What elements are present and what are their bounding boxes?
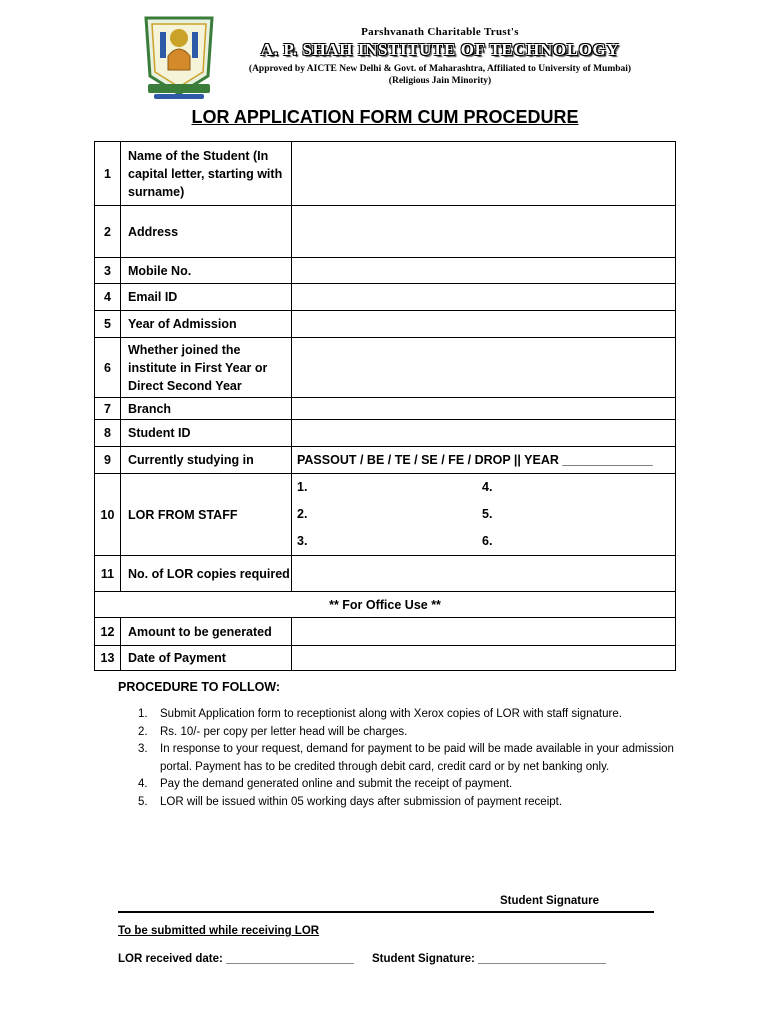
trust-name: Parshvanath Charitable Trust's [361,26,519,38]
row-number: 2 [95,206,121,258]
branch-field[interactable] [292,398,676,420]
field-label: Address [121,206,292,258]
lor-received-date-field[interactable]: LOR received date: ____________________ [118,953,354,965]
studying-in-field[interactable]: PASSOUT / BE / TE / SE / FE / DROP || YEAR _____________ [292,447,676,474]
form-row-payment-date [95,646,676,671]
row-number: 6 [95,338,121,398]
lor-staff-field[interactable] [292,474,676,556]
row-number: 13 [95,646,121,671]
student-name-field[interactable] [292,142,676,206]
form-row-lor-staff [95,474,676,556]
field-label: Student ID [121,420,292,447]
submit-note: To be submitted while receiving LOR [118,925,320,937]
field-label: Amount to be generated [121,618,292,646]
joined-field[interactable] [292,338,676,398]
step-text: Rs. 10/- per copy per letter head will be charges. [160,725,408,738]
field-label: Date of Payment [121,646,292,671]
office-use-row [95,592,676,618]
lor-slot[interactable]: 5. [482,507,493,521]
row-number: 7 [95,398,121,420]
amount-field[interactable] [292,618,676,646]
form-row-amount [95,618,676,646]
admission-year-field[interactable] [292,311,676,338]
lor-slot[interactable]: 2. [297,507,308,521]
email-field[interactable] [292,284,676,311]
address-field[interactable] [292,206,676,258]
approval-note: (Approved by AICTE New Delhi & Govt. of Maharashtra, Affiliated to University of Mumbai) [248,64,632,74]
row-number: 9 [95,447,121,474]
field-label: Mobile No. [121,258,292,284]
step-number: 3. [138,743,148,755]
procedure-list [118,706,690,811]
lor-copies-field[interactable] [292,556,676,592]
form-row-address [95,206,676,258]
step-text: In response to your request, demand for payment to be paid will be made available in your admission portal. Payment has to be credited through debit card, credit card or by net banking only. [160,743,674,773]
step-number: 2. [138,725,148,738]
institute-name: A. P. SHAH INSTITUTE OF TECHNOLOGY [260,40,620,59]
student-id-field[interactable] [292,420,676,447]
procedure-step [138,776,690,794]
field-label: Email ID [121,284,292,311]
lor-slot[interactable]: 1. [297,480,308,494]
form-row-branch [95,398,676,420]
form-row-lor-copies [95,556,676,592]
page-title: LOR APPLICATION FORM CUM PROCEDURE [191,107,579,127]
student-signature-label: Student Signature [500,895,600,907]
procedure-step [138,741,690,776]
mobile-field[interactable] [292,258,676,284]
field-label: Year of Admission [121,311,292,338]
field-label: No. of LOR copies required [121,556,292,592]
field-label: Branch [121,398,292,420]
procedure-step [138,794,690,812]
procedure-heading: PROCEDURE TO FOLLOW: [118,680,281,694]
row-number: 8 [95,420,121,447]
row-number: 4 [95,284,121,311]
field-label: LOR FROM STAFF [121,474,292,556]
payment-date-field[interactable] [292,646,676,671]
field-label: Name of the Student (In capital letter, starting with surname) [121,142,292,206]
office-use-label: ** For Office Use ** [95,592,676,618]
lor-staff-slots [297,474,675,555]
row-number: 1 [95,142,121,206]
form-row-joined [95,338,676,398]
step-number: 4. [138,778,148,790]
step-text: Submit Application form to receptionist along with Xerox copies of LOR with staff signature. [160,708,622,720]
field-label: Currently studying in [121,447,292,474]
lor-slot[interactable]: 6. [482,534,493,548]
form-row-student-id [95,420,676,447]
step-text: Pay the demand generated online and submit the receipt of payment. [160,778,513,790]
row-number: 3 [95,258,121,284]
row-number: 10 [95,474,121,556]
form-row-admission-year [95,311,676,338]
procedure-step [138,724,690,742]
form-row-mobile [95,258,676,284]
row-number: 5 [95,311,121,338]
form-row-email [95,284,676,311]
row-number: 11 [95,556,121,592]
lor-application-form [94,141,676,671]
step-number: 5. [138,795,148,808]
step-text: LOR will be issued within 05 working days after submission of payment receipt. [160,795,563,808]
form-row-studying-in [95,447,676,474]
row-number: 12 [95,618,121,646]
signature-divider [118,911,654,913]
form-row-student-name [95,142,676,206]
lor-slot[interactable]: 4. [482,480,493,494]
institute-logo-icon [138,12,220,100]
field-label: Whether joined the institute in First Year or Direct Second Year [121,338,292,398]
procedure-step [138,706,690,724]
step-number: 1. [138,708,148,720]
minority-note: (Religious Jain Minority) [388,76,492,86]
lor-slot[interactable]: 3. [297,534,308,548]
student-signature-field[interactable]: Student Signature: ____________________ [372,953,606,965]
